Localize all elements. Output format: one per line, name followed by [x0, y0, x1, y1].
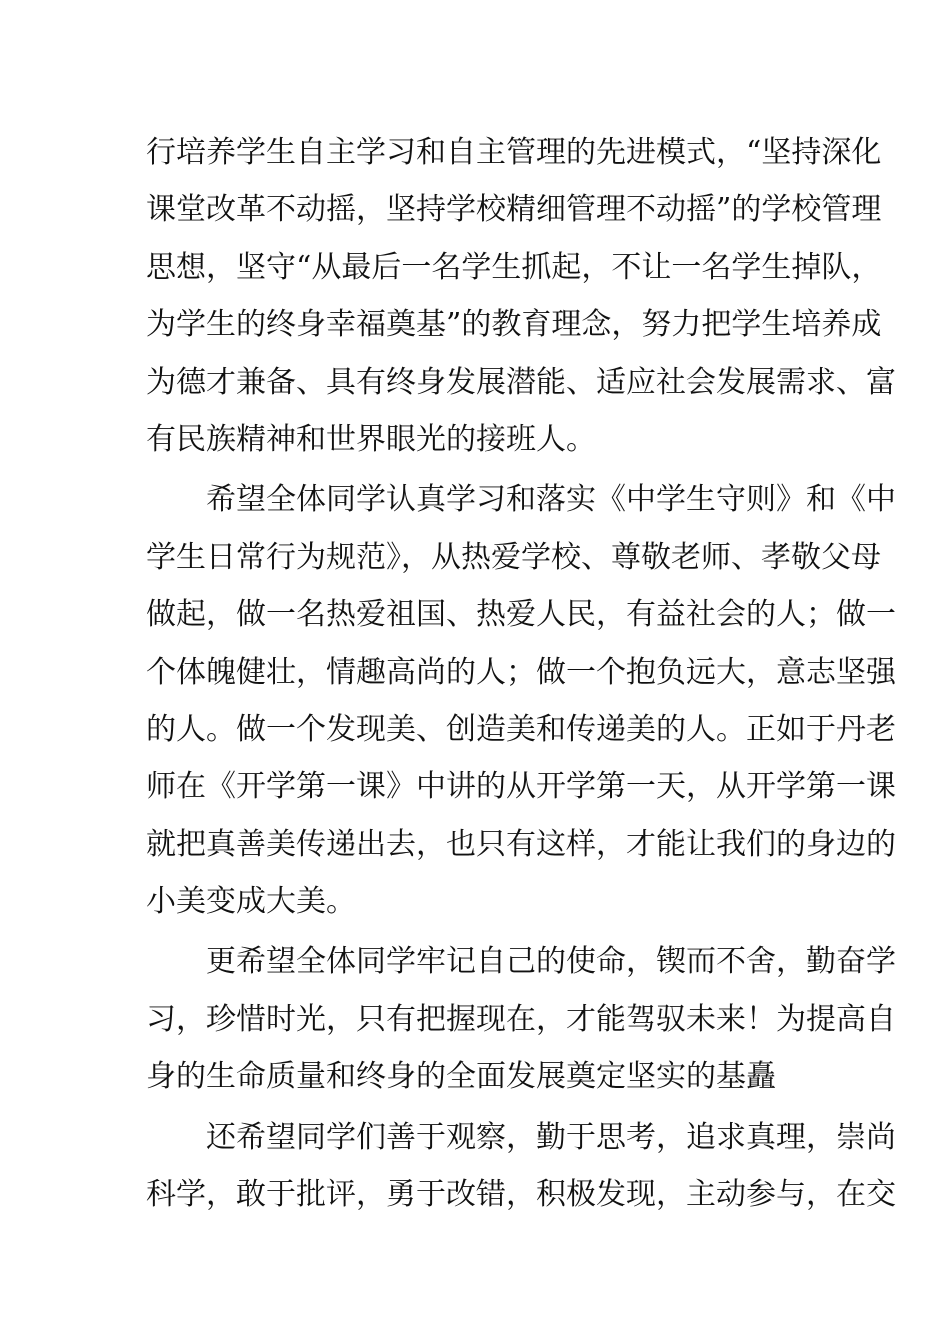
text-line: 个体魄健壮，情趣高尚的人；做一个抱负远大，意志坚强	[146, 654, 896, 690]
text-line: 为学生的终身幸福奠基”的教育理念，努力把学生培养成	[146, 307, 882, 343]
text-line: 做起，做一名热爱祖国、热爱人民，有益社会的人；做一	[146, 597, 896, 633]
text-line: 身的生命质量和终身的全面发展奠定坚实的基矗	[146, 1059, 776, 1095]
text-line: 还希望同学们善于观察，勤于思考，追求真理，崇尚	[146, 1119, 896, 1155]
text-line: 有民族精神和世界眼光的接班人。	[146, 421, 596, 457]
text-line: 习，珍惜时光，只有把握现在，才能驾驭未来！为提高自	[146, 1001, 896, 1037]
paragraph	[146, 124, 896, 468]
text-line: 课堂改革不动摇，坚持学校精细管理不动摇”的学校管理	[146, 192, 882, 228]
text-line: 的人。做一个发现美、创造美和传递美的人。正如于丹老	[146, 711, 896, 747]
text-line: 思想，坚守“从最后一名学生抓起，不让一名学生掉队，	[146, 249, 882, 285]
text-line: 学生日常行为规范》，从热爱学校、尊敬老师、孝敬父母	[146, 539, 881, 575]
text-line: 为德才兼备、具有终身发展潜能、适应社会发展需求、富	[146, 364, 896, 400]
text-line: 希望全体同学认真学习和落实《中学生守则》和《中	[146, 482, 896, 518]
text-line: 就把真善美传递出去，也只有这样，才能让我们的身边的	[146, 826, 896, 862]
document-body	[146, 124, 896, 1223]
text-line: 小美变成大美。	[146, 884, 356, 920]
paragraph	[146, 1109, 896, 1224]
text-line: 行培养学生自主学习和自主管理的先进模式，“坚持深化	[146, 135, 882, 170]
paragraph	[146, 471, 896, 930]
text-line: 科学，敢于批评，勇于改错，积极发现，主动参与，在交	[146, 1177, 896, 1213]
text-line: 师在《开学第一课》中讲的从开学第一天，从开学第一课	[146, 769, 896, 805]
text-line: 更希望全体同学牢记自己的使命，锲而不舍，勤奋学	[146, 944, 896, 980]
paragraph	[146, 933, 896, 1105]
